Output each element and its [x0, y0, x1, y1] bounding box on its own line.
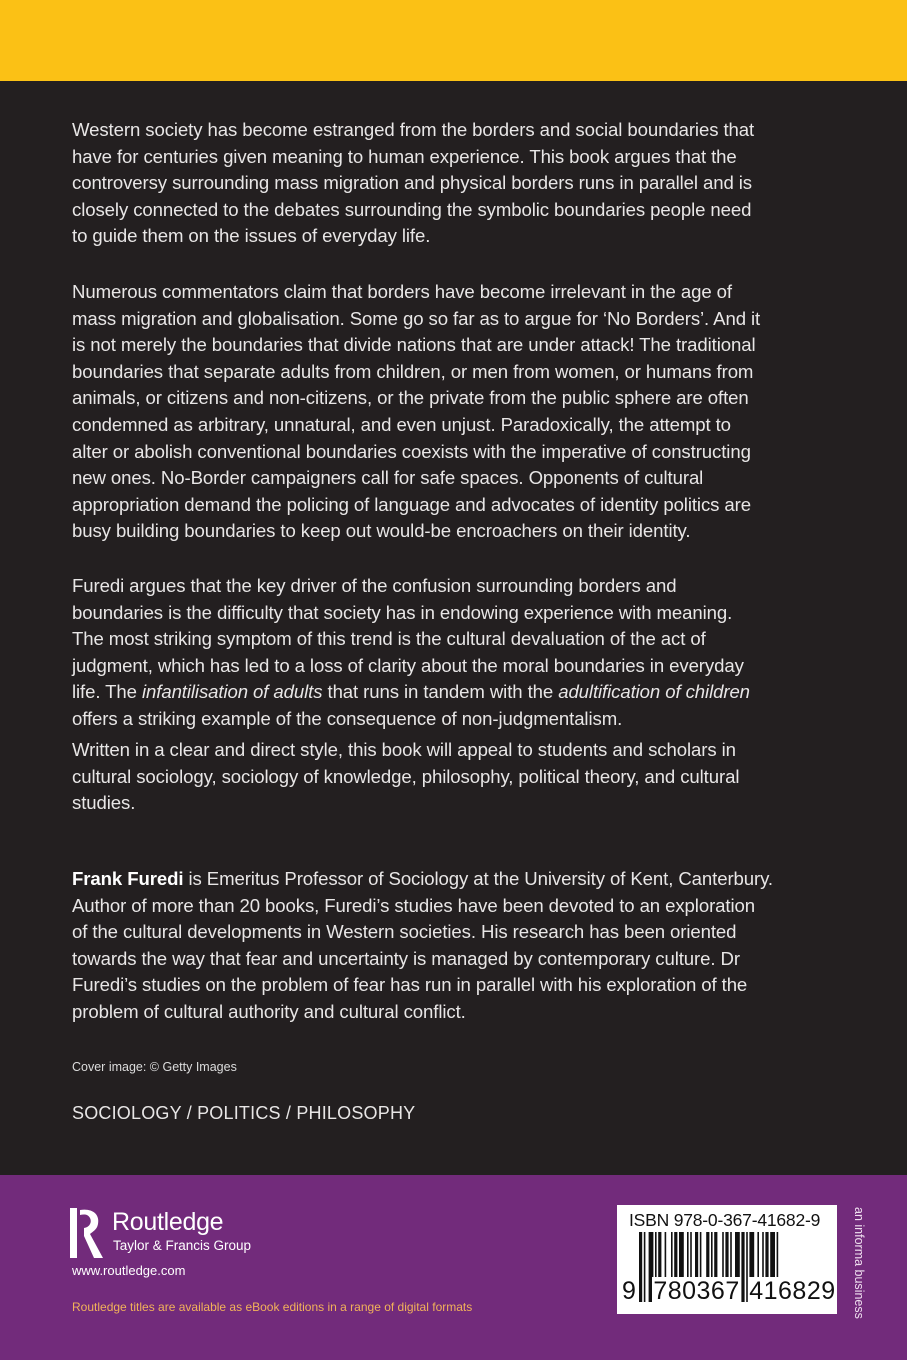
text-line: Written in a clear and direct style, this book will appeal to students and scholars in: [72, 739, 736, 760]
blurb-paragraph-1: [72, 117, 754, 250]
text-line: The most striking symptom of this trend is the cultural devaluation of the act of: [72, 628, 706, 650]
routledge-logo-icon: [70, 1208, 104, 1258]
text-line: Numerous commentators claim that borders have become irrelevant in the age of: [72, 281, 732, 302]
text-segment: that runs in tandem with the: [322, 681, 559, 703]
author-name: Frank Furedi: [72, 868, 184, 889]
italic-term: infantilisation of adults: [141, 681, 323, 703]
blurb-paragraph-2: [72, 279, 760, 545]
subject-categories: SOCIOLOGY / POLITICS / PHILOSOPHY: [72, 1103, 416, 1123]
text-line: closely connected to the debates surrounding the symbolic boundaries people need: [72, 198, 752, 220]
top-color-band: [0, 0, 907, 81]
text-line: Western society has become estranged from the borders and social boundaries that: [72, 119, 755, 140]
text-line: problem of cultural authority and cultural conflict.: [72, 1000, 466, 1022]
barcode-digit-group: 416829: [749, 1277, 836, 1305]
text-line: of the cultural developments in Western societies. His research has been oriented: [72, 921, 737, 943]
text-line: cultural sociology, sociology of knowledge, philosophy, political theory, and cultural: [72, 765, 740, 787]
text-line: appropriation demand the policing of language and advocates of identity politics are: [72, 493, 751, 515]
blurb-paragraph-4: [72, 737, 739, 817]
text-segment: life. The: [72, 681, 142, 703]
text-line: towards the way that fear and uncertainty is managed by contemporary culture. Dr: [72, 947, 740, 969]
text-line: Furedi argues that the key driver of the confusion surrounding borders and: [72, 575, 677, 596]
text-line: condemned as arbitrary, unnatural, and even unjust. Paradoxically, the attempt to: [72, 413, 731, 435]
text-segment: is Emeritus Professor of Sociology at the University of Kent, Canterbury.: [183, 868, 773, 889]
barcode-digit-group: 9: [622, 1277, 637, 1305]
publisher-name: Routledge: [112, 1208, 224, 1236]
text-line: busy building boundaries to keep out would-be encroachers on their identity.: [72, 520, 691, 542]
italic-term: adultification of children: [558, 681, 750, 703]
cover-credit: Cover image: © Getty Images: [72, 1060, 237, 1074]
text-line: new ones. No-Border campaigners call for safe spaces. Opponents of cultural: [72, 467, 704, 489]
informa-tagline: an informa business: [852, 1207, 866, 1319]
text-line: [72, 866, 773, 893]
publisher-group: Taylor & Francis Group: [113, 1238, 252, 1253]
ebook-note: Routledge titles are available as eBook editions in a range of digital formats: [72, 1300, 473, 1314]
text-line: Furedi’s studies on the problem of fear has run in parallel with his exploration of the: [72, 974, 748, 996]
isbn-barcode: [617, 1205, 837, 1314]
text-line: controversy surrounding mass migration and physical borders runs in parallel and is: [72, 172, 753, 194]
publisher-url[interactable]: www.routledge.com: [72, 1263, 186, 1278]
text-line: offers a striking example of the consequence of non-judgmentalism.: [72, 707, 623, 729]
text-line: judgment, which has led to a loss of clarity about the moral boundaries in everyday: [72, 654, 744, 676]
text-line: boundaries that separate adults from children, or men from women, or humans from: [72, 360, 754, 382]
text-line: have for centuries given meaning to human experience. This book argues that the: [72, 145, 737, 167]
text-line: boundaries is the difficulty that society has in endowing experience with meaning.: [72, 601, 733, 623]
author-bio: [72, 866, 773, 1026]
text-line: to guide them on the issues of everyday life.: [72, 225, 431, 247]
text-line: Author of more than 20 books, Furedi’s studies have been devoted to an exploration: [72, 894, 755, 916]
text-line: studies.: [72, 792, 136, 814]
text-line: animals, or citizens and non-citizens, or the private from the public sphere are often: [72, 387, 749, 409]
text-line: is not merely the boundaries that divide nations that are under attack! The traditional: [72, 334, 756, 356]
blurb-paragraph-3: [72, 573, 750, 733]
barcode-digits: [621, 1277, 837, 1306]
text-line: alter or abolish conventional boundaries coexists with the imperative of constructing: [72, 440, 751, 462]
text-line: mass migration and globalisation. Some go so far as to argue for ‘No Borders’. And it: [72, 307, 761, 329]
isbn-label: ISBN 978-0-367-41682-9: [629, 1210, 821, 1230]
barcode-digit-group: 780367: [653, 1277, 740, 1305]
text-line: [72, 679, 750, 706]
